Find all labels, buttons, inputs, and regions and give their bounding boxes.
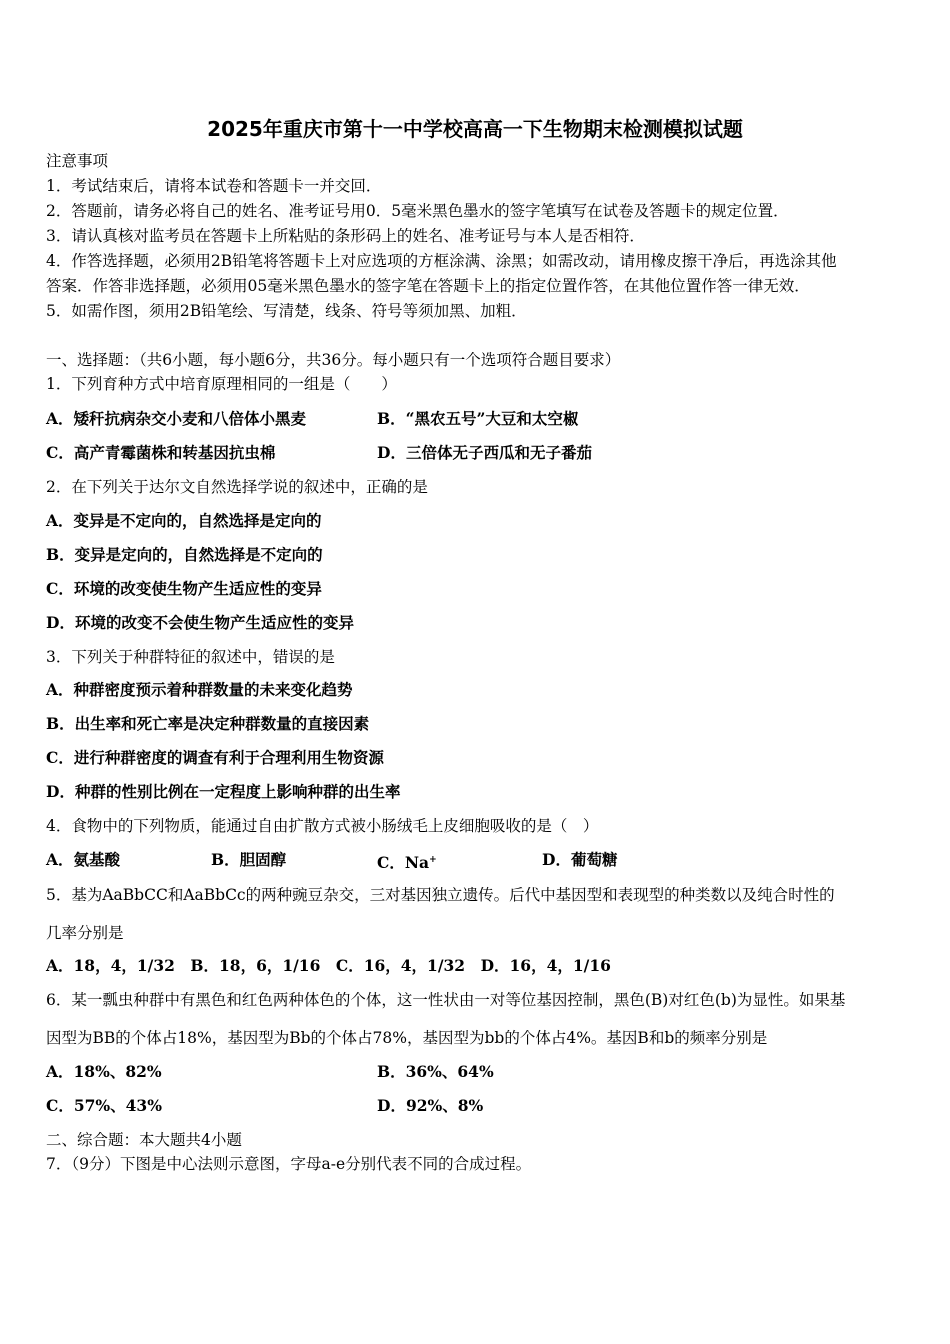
notice-item: 5．如需作图，须用2B铅笔绘、写清楚，线条、符号等须加黑、加粗． <box>46 302 527 320</box>
option-d: D．种群的性别比例在一定程度上影响种群的出生率 <box>46 782 401 801</box>
option-d: D．92%、8% <box>377 1096 484 1115</box>
option-a: A．种群密度预示着种群数量的未来变化趋势 <box>46 680 353 699</box>
section-heading: 一、选择题：（共6小题，每小题6分，共36分。每小题只有一个选项符合题目要求） <box>46 351 621 369</box>
superscript: + <box>429 855 437 865</box>
notice-heading: 注意事项 <box>46 152 109 170</box>
question-stem: 2．在下列关于达尔文自然选择学说的叙述中，正确的是 <box>46 478 428 496</box>
notice-item: 3．请认真核对监考员在答题卡上所粘贴的条形码上的姓名、准考证号与本人是否相符． <box>46 227 645 245</box>
option-b: B．变异是定向的，自然选择是不定向的 <box>46 545 323 564</box>
option-d: D．环境的改变不会使生物产生适应性的变异 <box>46 613 354 632</box>
option-c: C．高产青霉菌株和转基因抗虫棉 <box>46 443 276 462</box>
question-stem: 7．（9分）下图是中心法则示意图，字母a-e分别代表不同的合成过程。 <box>46 1155 532 1173</box>
option-c <box>377 850 437 873</box>
option-c-text: C．Na <box>377 853 430 873</box>
option-a: A．18%、82% <box>46 1062 162 1081</box>
question-stem-cont: 几率分别是 <box>46 924 124 942</box>
question-stem: 5．基为AaBbCC和AaBbCc的两种豌豆杂交，三对基因独立遗传。后代中基因型和表现型的种类数以及纯合时性的 <box>46 886 835 904</box>
notice-item: 答案．作答非选择题，必须用05毫米黑色墨水的签字笔在答题卡上的指定位置作答，在其他位置作答一律无效． <box>46 277 810 295</box>
option-d: D．三倍体无子西瓜和无子番茄 <box>377 443 592 462</box>
options-line: A．18，4，1/32 B．18，6，1/16 C．16，4，1/32 D．16，4，1/16 <box>46 956 611 975</box>
option-c: C．57%、43% <box>46 1096 162 1115</box>
option-b: B．出生率和死亡率是决定种群数量的直接因素 <box>46 714 370 733</box>
question-stem: 3．下列关于种群特征的叙述中，错误的是 <box>46 648 335 666</box>
notice-item: 2．答题前，请务必将自己的姓名、准考证号用0．5毫米黑色墨水的签字笔填写在试卷及答题卡的规定位置． <box>46 202 789 220</box>
question-stem: 4．食物中的下列物质，能通过自由扩散方式被小肠绒毛上皮细胞吸收的是（ ） <box>46 817 599 835</box>
notice-item: 4．作答选择题，必须用2B铅笔将答题卡上对应选项的方框涂满、涂黑；如需改动，请用橡皮擦干净后，再选涂其他 <box>46 252 837 270</box>
option-b: B．“黑农五号”大豆和太空椒 <box>377 409 579 428</box>
page-title: 2025年重庆市第十一中学校高高一下生物期末检测模拟试题 <box>207 117 743 141</box>
question-stem-cont: 因型为BB的个体占18%，基因型为Bb的个体占78%，基因型为bb的个体占4%。基因B和b的频率分别是 <box>46 1029 768 1047</box>
option-a: A．矮秆抗病杂交小麦和八倍体小黑麦 <box>46 409 307 428</box>
section-heading: 二、综合题：本大题共4小题 <box>46 1131 242 1149</box>
question-stem: 1．下列育种方式中培育原理相同的一组是（ ） <box>46 375 397 393</box>
option-d: D．葡萄糖 <box>542 850 618 869</box>
option-a: A．变异是不定向的，自然选择是定向的 <box>46 511 322 530</box>
option-c: C．环境的改变使生物产生适应性的变异 <box>46 579 322 598</box>
option-b: B．36%、64% <box>377 1062 494 1081</box>
option-c: C．进行种群密度的调查有利于合理利用生物资源 <box>46 748 384 767</box>
option-b: B．胆固醇 <box>211 850 287 869</box>
notice-item: 1．考试结束后，请将本试卷和答题卡一并交回． <box>46 177 382 195</box>
option-a: A．氨基酸 <box>46 850 121 869</box>
question-stem: 6．某一瓢虫种群中有黑色和红色两种体色的个体，这一性状由一对等位基因控制，黑色(B)对红色(b)为显性。如果基 <box>46 991 846 1009</box>
